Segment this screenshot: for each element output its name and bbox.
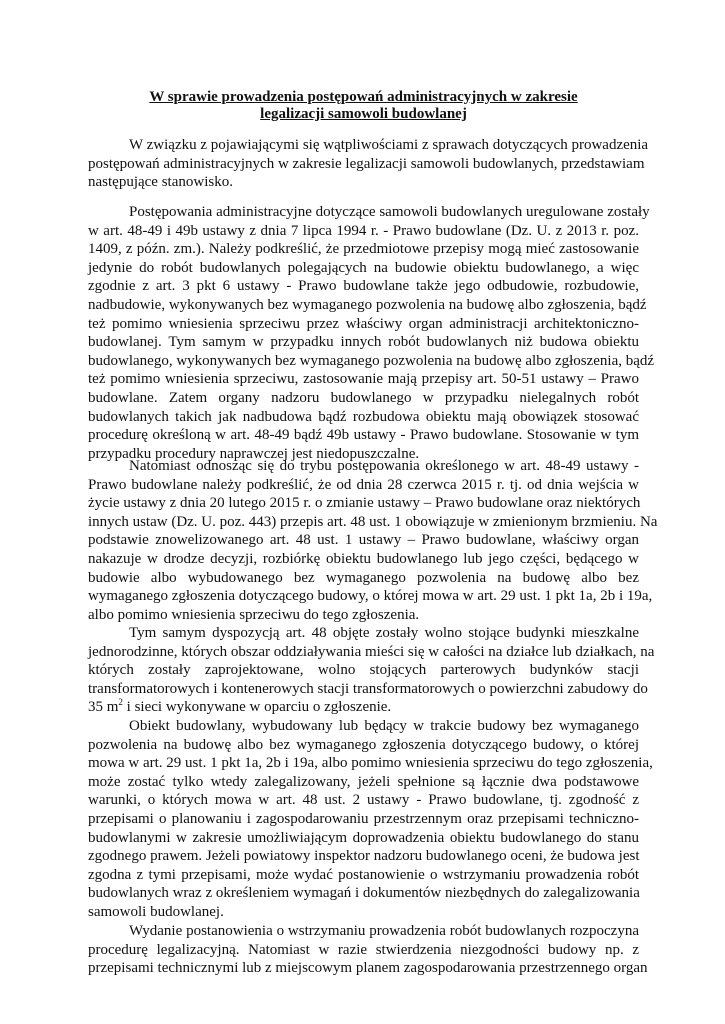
text-line: może zostać tylko wtedy zalegalizowany, jeżeli spełnione są łącznie dwa podstawowe <box>88 773 639 790</box>
text-line: samowoli budowlanej. <box>88 903 224 920</box>
text-line: zgodnie z art. 3 pkt 6 ustawy - Prawo budowlane także jego odbudowie, rozbudowie, <box>88 278 639 295</box>
text-line: procedurę legalizacyjną. Natomiast w razie stwierdzenia niezgodności budowy np. z <box>88 941 639 958</box>
title-line: W sprawie prowadzenia postępowań administracyjnych w zakresie <box>149 89 578 105</box>
text-line: budowlane. Zatem organy nadzoru budowlanego w przypadku nielegalnych robót <box>88 389 639 406</box>
paragraph-procedure <box>88 922 648 978</box>
text-line: Tym samym dyspozycją art. 48 objęte zostały wolno stojące budynki mieszkalne <box>129 625 639 641</box>
text-line: budowlanych wraz z określeniem wymagań i dokumentów niezbędnych do zalegalizowania <box>88 885 640 902</box>
text-line: też pomimo wniesienia sprzeciwu, zastosowanie mają przepisy art. 50-51 ustawy – Prawo <box>88 371 639 388</box>
text-line: W związku z pojawiającymi się wątpliwościami z sprawach dotyczących prowadzenia <box>129 137 649 153</box>
document-title <box>86 89 641 123</box>
text-line: albo pomimo wniesienia sprzeciwu do tego zgłoszenia. <box>88 606 420 623</box>
paragraph-regulations <box>88 203 655 463</box>
text-line: też pomimo wniesienia sprzeciwu przez właściwy organ administracji architektoniczno- <box>88 315 639 332</box>
text-line: nadbudowie, wykonywanych bez wymaganego pozwolenia na budowę albo zgłoszenia, bądź <box>88 296 647 313</box>
text-line: przepisami technicznymi lub z miejscowym planem zagospodarowania przestrzennego organ <box>88 960 648 977</box>
text-line: budowlanego, wykonywanych bez wymaganego pozwolenia na budowę albo zgłoszenia, bądź <box>88 352 655 369</box>
text-line: życie ustawy z dnia 20 lutego 2015 r. o zmianie ustawy – Prawo budowlane oraz niektórych <box>88 495 641 512</box>
text-line: Wydanie postanowienia o wstrzymaniu prowadzenia robót budowlanych rozpoczyna <box>129 923 639 939</box>
text-line: Natomiast odnosząc się do trybu postępowania określonego w art. 48-49 ustawy - <box>129 458 639 474</box>
text-line: których zostały zaprojektowane, wolno stojących parterowych budynków stacji <box>88 662 639 679</box>
text-line: następujące stanowisko. <box>88 174 233 191</box>
text-line: wymaganego zgłoszenia dotyczącego budowy, o której mowa w art. 29 ust. 1 pkt 1a, 2b i 19a, <box>88 588 653 605</box>
text-line: przepisami o planowaniu i zagospodarowaniu przestrzennym oraz przepisami techniczno- <box>88 810 639 827</box>
paragraph-scope <box>88 624 655 717</box>
text-line: Prawo budowlane należy podkreślić, że od dnia 28 czerwca 2015 r. tj. od dnia wejścia w <box>88 476 639 493</box>
text-line: w art. 48-49 i 49b ustawy z dnia 7 lipca 1994 r. - Prawo budowlane (Dz. U. z 2013 r. poz. <box>88 222 639 239</box>
text-line: innych ustaw (Dz. U. poz. 443) przepis art. 48 ust. 1 obowiązuje w zmienionym brzmieniu. Na <box>88 513 658 530</box>
paragraph-amendment <box>88 457 658 624</box>
text-line: Postępowania administracyjne dotyczące samowoli budowlanych uregulowane zostały <box>129 204 650 220</box>
text-line: budowlanych takich jak nadbudowa bądź rozbudowa obiektu mają obowiązek stosować <box>88 408 639 425</box>
text-line: jednorodzinne, których obszar oddziaływania mieści się w całości na działce lub działkach, na <box>88 643 655 660</box>
text-line: transformatorowych i kontenerowych stacji transformatorowych o powierzchni zabudowy do <box>88 680 648 697</box>
text-line: Obiekt budowlany, wybudowany lub będący w trakcie budowy bez wymaganego <box>129 718 639 734</box>
paragraph-conditions <box>88 717 653 922</box>
superscript: 2 <box>118 697 123 708</box>
text-line: pozwolenia na budowę albo bez wymaganego zgłoszenia dotyczącego budowy, o której <box>88 736 639 753</box>
text-line: warunki, o których mowa w art. 48 ust. 2 ustawy - Prawo budowlane, tj. zgodność z <box>88 792 639 809</box>
text-line: postępowań administracyjnych w zakresie legalizacji samowoli budowlanych, przedstawiam <box>88 155 645 172</box>
text-line: mowa w art. 29 ust. 1 pkt 1a, 2b i 19a, albo pomimo wniesienia sprzeciwu do tego zgłoszenia, <box>88 755 653 772</box>
text-line <box>88 698 639 717</box>
text-line: zgodnego prawem. Jeżeli powiatowy inspektor nadzoru budowlanego oceni, że budowa jest <box>88 848 640 865</box>
text-line: 1409, z późn. zm.). Należy podkreślić, że przedmiotowe przepisy mogą mieć zastosowanie <box>88 241 639 258</box>
area-value: 35 m <box>88 699 119 716</box>
text-fragment: i sieci wykonywane w oparciu o zgłoszenie. <box>126 699 392 716</box>
text-line: przypadku procedury naprawczej jest niedopuszczalne. <box>88 445 420 462</box>
text-line: jedynie do robót budowlanych polegających na budowie obiektu budowlanego, a więc <box>88 259 639 276</box>
text-line: budowlanej. Tym samym w przypadku innych robót budowlanych niż budowa obiektu <box>88 334 639 351</box>
title-line: legalizacji samowoli budowlanej <box>260 106 467 122</box>
text-line: procedurę określoną w art. 48-49 bądź 49b ustawy - Prawo budowlane. Stosowanie w tym <box>88 427 639 444</box>
paragraph-intro <box>88 136 649 192</box>
text-line: podstawie znowelizowanego art. 48 ust. 1 ustawy – Prawo budowlane, właściwy organ <box>88 532 639 549</box>
text-line: zgodna z tymi przepisami, może wydać postanowienie o wstrzymaniu prowadzenia robót <box>88 866 639 883</box>
text-line: budowlanymi w zakresie umożliwiającym doprowadzenia obiektu budowlanego do stanu <box>88 829 639 846</box>
text-line: budowie albo wybudowanego bez wymaganego pozwolenia na budowę albo bez <box>88 569 639 586</box>
text-line: nakazuje w drodze decyzji, rozbiórkę obiektu budowlanego lub jego części, będącego w <box>88 550 639 567</box>
